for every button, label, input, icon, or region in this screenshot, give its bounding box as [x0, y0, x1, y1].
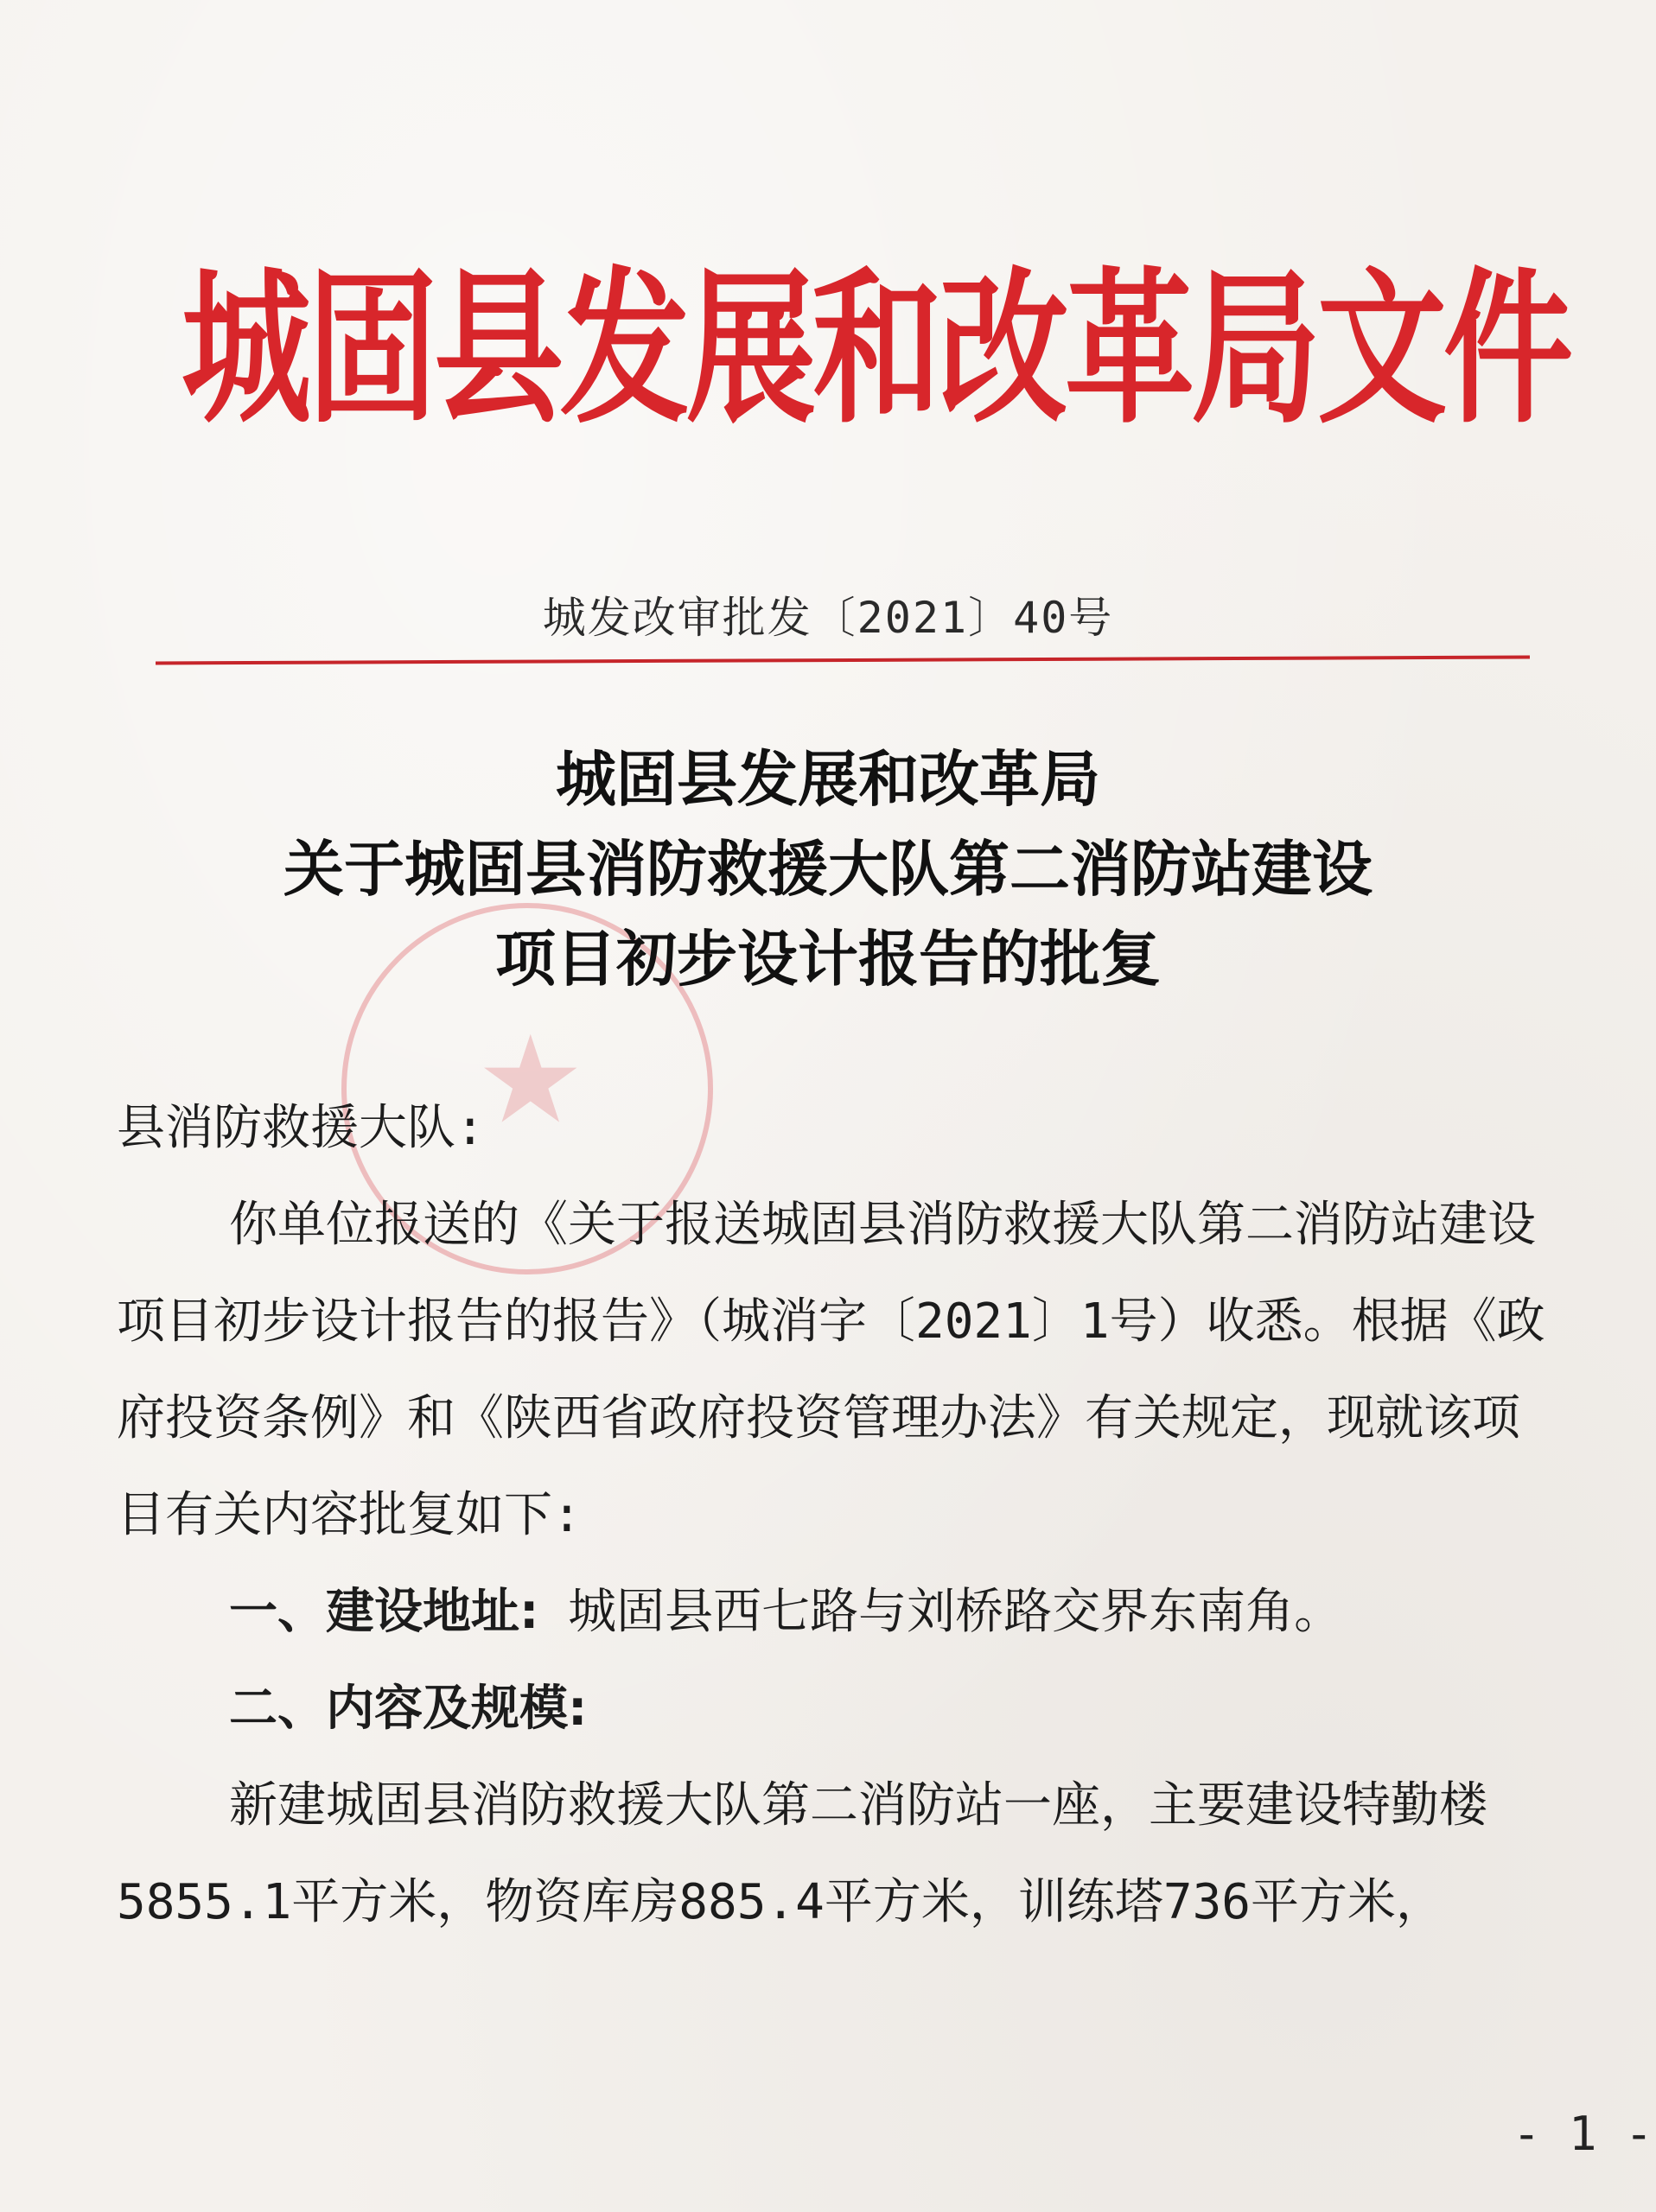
document-number: 城发改审批发〔2021〕40号 — [542, 593, 1114, 643]
document-title — [0, 734, 1656, 1004]
page-number: - 1 - — [1513, 2107, 1653, 2161]
document-header-title: 城固县发展和改革局文件 — [182, 253, 1570, 447]
body-paragraph-1: 你单位报送的《关于报送城固县消防救援大队第二消防站建设项目初步设计报告的报告》（城消字〔2021〕1号）收悉。根据《政府投资条例》和《陕西省政府投资管理办法》有关规定，现就该项目有关内容批复如下: — [117, 1197, 1545, 1543]
title-line-2: 关于城固县消防救援大队第二消防站建设 — [283, 833, 1373, 905]
body-paragraph-2: 新建城固县消防救援大队第二消防站一座，主要建设特勤楼5855.1平方米，物资库房885.4平方米，训练塔736平方米， — [117, 1777, 1487, 1930]
section-1-label: 一、建设地址: — [229, 1584, 539, 1640]
title-line-1: 城固县发展和改革局 — [556, 743, 1100, 815]
title-line-3: 项目初步设计报告的批复 — [495, 923, 1161, 995]
seal-star-icon: ★ — [476, 1010, 585, 1151]
red-divider-line — [156, 656, 1530, 665]
addressee: 县消防救援大队: — [117, 1100, 485, 1156]
section-2 — [117, 1661, 1551, 1758]
section-1-text: 城固县西七路与刘桥路交界东南角。 — [568, 1584, 1343, 1640]
section-1 — [117, 1564, 1551, 1661]
document-body — [117, 1080, 1551, 1951]
section-2-label: 二、内容及规模: — [229, 1681, 588, 1737]
